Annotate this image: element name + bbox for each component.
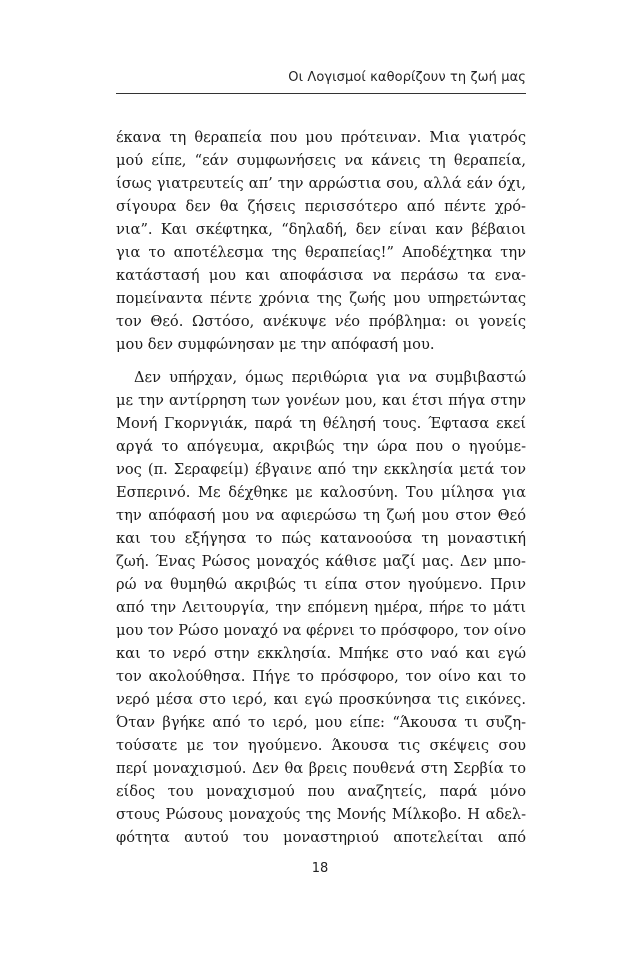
running-header: Οι Λογισμοί καθορίζουν τη ζωή μας (288, 70, 526, 85)
text-line: Όταν βγήκε από το ιερό, μου είπε: “Άκουσα τι συζη- (116, 714, 526, 731)
text-line: με την αντίρρηση των γονέων μου, και έτσι πήγα στην (116, 392, 526, 409)
text-line: Εσπερινό. Με δέχθηκε με καλοσύνη. Του μίλησα για (116, 484, 526, 501)
text-line: Μονή Γκορνγιάκ, παρά τη θέλησή τους. Έφτασα εκεί (116, 415, 526, 432)
text-line: μου τον Ρώσο μοναχό να φέρνει το πρόσφορο, τον οίνο (116, 622, 526, 639)
text-line: τούσατε με τον ηγούμενο. Άκουσα τις σκέψεις σου (116, 737, 526, 754)
text-line: στους Ρώσους μοναχούς της Μονής Μίλκοβο. Η αδελ- (116, 806, 526, 823)
text-line: φότητα αυτού του μοναστηριού αποτελείται από (116, 829, 526, 846)
text-line: είδος του μοναχισμού που αναζητείς, παρά μόνο (116, 783, 526, 800)
text-line: έκανα τη θεραπεία που μου πρότειναν. Μια γιατρός (116, 129, 526, 146)
text-line: σίγουρα δεν θα ζήσεις περισσότερο από πέντε χρό- (116, 198, 526, 215)
text-line: την απόφασή μου να αφιερώσω τη ζωή μου στον Θεό (116, 507, 526, 524)
text-line: και το νερό στην εκκλησία. Μπήκε στο ναό και εγώ (116, 645, 526, 662)
text-line: αργά το απόγευμα, ακριβώς την ώρα που ο ηγούμε- (116, 438, 526, 455)
page-number: 18 (311, 861, 329, 876)
header-rule (116, 93, 526, 94)
text-line: νια”. Και σκέφτηκα, “δηλαδή, δεν είναι καν βέβαιοι (116, 221, 526, 238)
text-line: κατάστασή μου και αποφάσισα να περάσω τα ενα- (116, 267, 526, 284)
text-line: και του εξήγησα το πώς κατανοούσα τη μοναστική (116, 530, 526, 547)
body-text (116, 126, 526, 849)
text-line: τον Θεό. Ωστόσο, ανέκυψε νέο πρόβλημα: οι γονείς (116, 313, 526, 330)
text-line: ρώ να θυμηθώ ακριβώς τι είπα στον ηγούμενο. Πριν (116, 576, 526, 593)
text-line: τον ακολούθησα. Πήγε το πρόσφορο, τον οίνο και το (116, 668, 526, 685)
text-line: νερό μέσα στο ιερό, και εγώ προσκύνησα τις εικόνες. (116, 691, 526, 708)
paragraph-2 (116, 366, 526, 849)
text-line: ίσως γιατρευτείς απ’ την αρρώστια σου, αλλά εάν όχι, (116, 175, 526, 192)
text-line: νος (π. Σεραφείμ) έβγαινε από την εκκλησία μετά τον (116, 461, 526, 478)
text-line: μού είπε, “εάν συμφωνήσεις να κάνεις τη θεραπεία, (116, 152, 526, 169)
text-line: μου δεν συμφώνησαν με την απόφασή μου. (116, 336, 435, 353)
text-line: πομείναντα πέντε χρόνια της ζωής μου υπηρετώντας (116, 290, 526, 307)
text-line: περί μοναχισμού. Δεν θα βρεις πουθενά στη Σερβία το (116, 760, 526, 777)
text-line: από την Λειτουργία, την επόμενη ημέρα, πήρε το μάτι (116, 599, 526, 616)
text-line: Δεν υπήρχαν, όμως περιθώρια για να συμβιβαστώ (134, 369, 526, 386)
paragraph-1 (116, 126, 526, 356)
text-line: για το αποτέλεσμα της θεραπείας!” Αποδέχτηκα την (116, 244, 526, 261)
text-line: ζωή. Ένας Ρώσος μοναχός κάθισε μαζί μας. Δεν μπο- (116, 553, 526, 570)
